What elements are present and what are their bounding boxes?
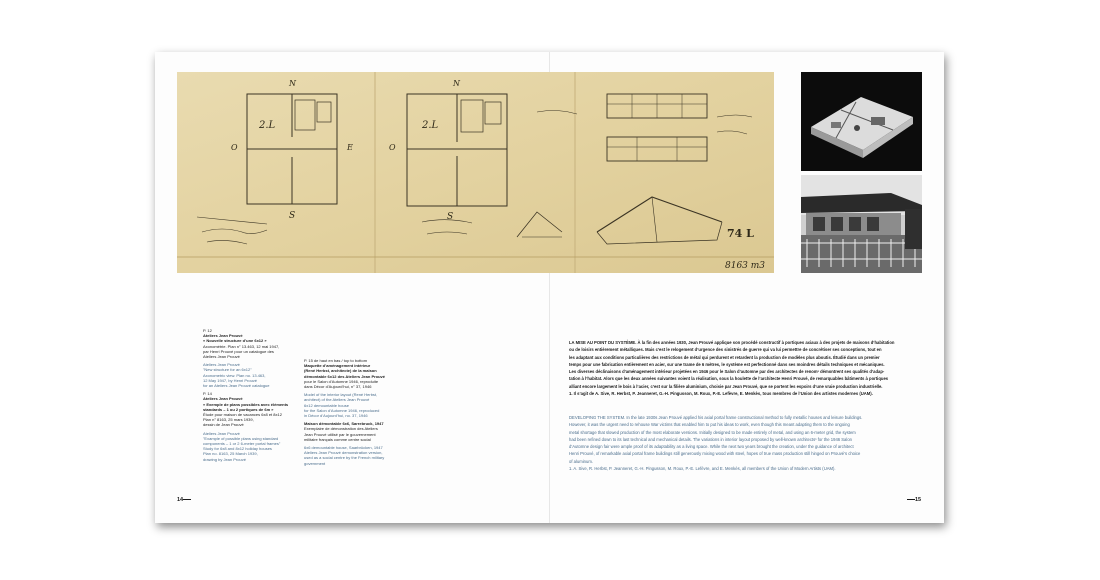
caption-line: Axonometric view. Plan no. 13.463,: [203, 372, 266, 378]
caption-block-en: [203, 362, 303, 388]
label-ref: 8163 m3: [725, 261, 766, 271]
caption-column-2: [304, 358, 414, 469]
caption-line: Ateliers Jean Prouvé: [203, 430, 240, 436]
caption-column-1: [203, 328, 303, 465]
caption-line: architect) of the Ateliers Jean Prouvé: [304, 397, 370, 403]
caption-line: components – 1 or 2 6-meter portal frames": [203, 441, 281, 447]
label-e1: E: [347, 143, 353, 152]
caption-line: Ateliers Jean Prouvé: [203, 396, 243, 402]
body-line: les adaptant aux conditions particulières des restrictions de métal qui perdurent et retardent la production de modèles plus aboutis. Étudié dans un premier: [569, 354, 880, 360]
body-line: ou de loisirs entièrement métalliques. Mais c’est le relogement d’urgence des sinistrés de guerre qui va lui permettre de concrétiser ses conceptions, tout en: [569, 347, 882, 353]
caption-line: 12 May 1947, by Henri Prouvé: [203, 377, 258, 383]
page-number-left: 14: [177, 497, 184, 503]
caption-line: dessin de Jean Prouvé: [203, 422, 244, 428]
caption-block: [304, 421, 414, 442]
caption-line: Maison démontable 6x6, Sarrebruck, 1947: [304, 421, 384, 427]
label-room2: 2.L: [422, 120, 439, 131]
caption-line: démontable 6x12 des Ateliers Jean Prouvé: [304, 373, 385, 379]
folio-right: [907, 497, 921, 503]
body-line: temps pour une fabrication entièrement en acier, sur une trame de 6 mètres, le système est perfectionné dans ses moindres détails techniques et mécaniques.: [569, 361, 885, 367]
caption-block-en: [304, 392, 414, 418]
model-photo: [801, 72, 922, 171]
footnote-en: 1. A. Sive, R. Herbst, P. Jeanneret, G.-H. Pingusson, M. Roux, P.-E. Lefèvre, and E. Menkès, all members of the Union of Modern Artists (UAM).: [569, 466, 836, 472]
label-s1: S: [289, 211, 296, 221]
house-photo-svg: [801, 175, 922, 273]
label-n2: N: [453, 79, 460, 88]
caption-line: Ateliers Jean Prouvé demonstration version,: [304, 450, 383, 456]
caption-line: (René Herbst, architecte) de la maison: [304, 368, 377, 374]
body-line: DEVELOPING THE SYSTEM. In the late 1930s Jean Prouvé applied his axial portal frame constructional method to fully metallic houses and leisure buildings.: [569, 415, 863, 420]
caption-line: government: [304, 460, 326, 466]
caption-block: [203, 333, 303, 359]
caption-line: militaire français comme centre social: [304, 436, 371, 442]
caption-line: « Exemple de plans possibles avec éléments: [203, 401, 289, 407]
body-text-en: [569, 414, 929, 472]
plan-drawing-image: [177, 72, 774, 273]
caption-line: par Henri Prouvé pour un catalogue des: [203, 348, 274, 354]
label-s2: S: [447, 212, 454, 222]
caption-line: Plan no. 8163, 25 March 1939,: [203, 451, 258, 457]
body-line: However, it was the urgent need to rehouse War victims that enabled him to put his ideas to work, even though this meant adapting them to the ongoing: [569, 422, 850, 428]
plan-drawing-svg: [177, 72, 774, 273]
caption-line: « Nouvelle structure d’une 6x12 »: [203, 338, 267, 344]
label-room1: 2.L: [259, 120, 276, 131]
page-number-right: 15: [915, 497, 922, 503]
caption-line: Ateliers Jean Prouvé: [203, 362, 240, 368]
caption-block-en: [203, 431, 303, 462]
caption-line: Plan n° 8163, 25 mars 1939,: [203, 417, 254, 423]
caption-line: Jean Prouvé utilisé par le gouvernement: [304, 431, 376, 437]
caption-line: Exemplaire de démonstration des Ateliers: [304, 426, 378, 432]
caption-line: Ateliers Jean Prouvé: [203, 333, 243, 339]
body-line: Henri Prouvé, of remarkable axial portal frame buildings still generously mixing wood with steel, hopes of true mass production still hinged on Prouvé’s choice: [569, 451, 861, 457]
caption-line: Study for 6x8 and 8x12 holiday houses: [203, 446, 272, 452]
caption-line: P. 15 de haut en bas / top to bottom: [304, 358, 368, 363]
caption-line: P. 14: [203, 391, 212, 397]
folio-rule: [183, 499, 191, 500]
caption-line: P. 12: [203, 328, 212, 333]
body-line: of aluminum.: [569, 458, 593, 464]
caption-line: Étude pour maison de vacances 6x8 et 8x12: [203, 412, 282, 418]
caption-block-en: [304, 445, 414, 466]
caption-line: Axonométrie. Plan n° 13.463, 12 mai 1947,: [203, 343, 280, 349]
caption-line: for the Salon d’Automne 1946, reproduced: [304, 407, 380, 413]
label-o2: O: [389, 143, 396, 152]
caption-line: 6x6 demountable house, Saarbrücken, 1947: [304, 445, 383, 451]
caption-line: "Example of possible plans using standard: [203, 435, 279, 441]
caption-line: Model of the interior layout (René Herbst,: [304, 392, 378, 398]
body-line: LA MISE AU POINT DU SYSTÈME. À la fin des années 1930, Jean Prouvé applique son procédé constructif à portiques axiaux à des projets de maisons d’habitation: [569, 340, 895, 345]
caption-line: Maquette d’aménagement intérieur: [304, 363, 371, 369]
model-photo-svg: [801, 72, 922, 171]
folio-left: [177, 497, 191, 503]
label-n1: N: [289, 79, 296, 88]
body-text-fr: [569, 339, 929, 397]
caption-line: in Décor d’Aujourd’hui, no. 37, 1946: [304, 413, 368, 419]
body-line: tation à l’habitat. Alors que les deux années suivantes voient la réalisation, sous la houlette de l’architecte Henri Prouvé, de remarquables bâtiments à portiques: [569, 376, 889, 382]
caption-line: 6x12 demountable house: [304, 402, 349, 408]
footnote-fr: 1. Il s’agit de A. Sive, R. Herbst, P. Jeanneret, G.-H. Pingusson, M. Roux, P.-E. Lefèvre, E. Menkès, tous membres de l’Union des artistes modernes (UAM).: [569, 391, 873, 397]
body-line: metal shortage that slowed production of the most elaborate versions. Initially designed to be made entirely of metal, and using an 6-meter grid, the system: [569, 429, 856, 435]
caption-line: for an Ateliers Jean Prouvé catalogue: [203, 383, 270, 389]
caption-block: [304, 358, 414, 389]
label-dim: 74 L: [727, 227, 754, 240]
caption-block: [203, 391, 303, 427]
folio-rule: [907, 499, 915, 500]
body-line: alliant encore largement le bois à l’acier, c’est sur la filière aluminium, choisie par Jean Prouvé, que se portent les espoirs d’une vraie production industrielle.: [569, 383, 883, 389]
label-o1: O: [231, 143, 238, 152]
caption-line: standards – 1 ou 2 portiques de 6m »: [203, 406, 274, 412]
book-spread: [155, 52, 944, 523]
caption-line: dans Décor d’Aujourd’hui, n° 37, 1946: [304, 384, 372, 390]
caption-line: "New structure for an 6x12": [203, 367, 252, 373]
body-line: d’Automne design fair were ample proof of its adaptability as a living space. While the next two years brought the creation, under the guidance of architect: [569, 444, 854, 450]
caption-line: used as a social centre by the French military: [304, 455, 385, 461]
caption-line: pour le Salon d’Automne 1946, reproduite: [304, 378, 379, 384]
body-line: Les diverses déclinaisons d’aménagement intérieur projetées en 1946 pour le Salon d’automne par des architectes de renom¹ démontrent ses qualités d’adap-: [569, 369, 885, 375]
body-line: had been refined down to its last technical and mechanical details. The variations in interior layout proposed by well-known architects¹ for the 1946 Salon: [569, 436, 852, 442]
caption-line: Ateliers Jean Prouvé: [203, 354, 240, 360]
house-photo: [801, 175, 922, 273]
caption-line: drawing by Jean Prouvé: [203, 456, 246, 462]
